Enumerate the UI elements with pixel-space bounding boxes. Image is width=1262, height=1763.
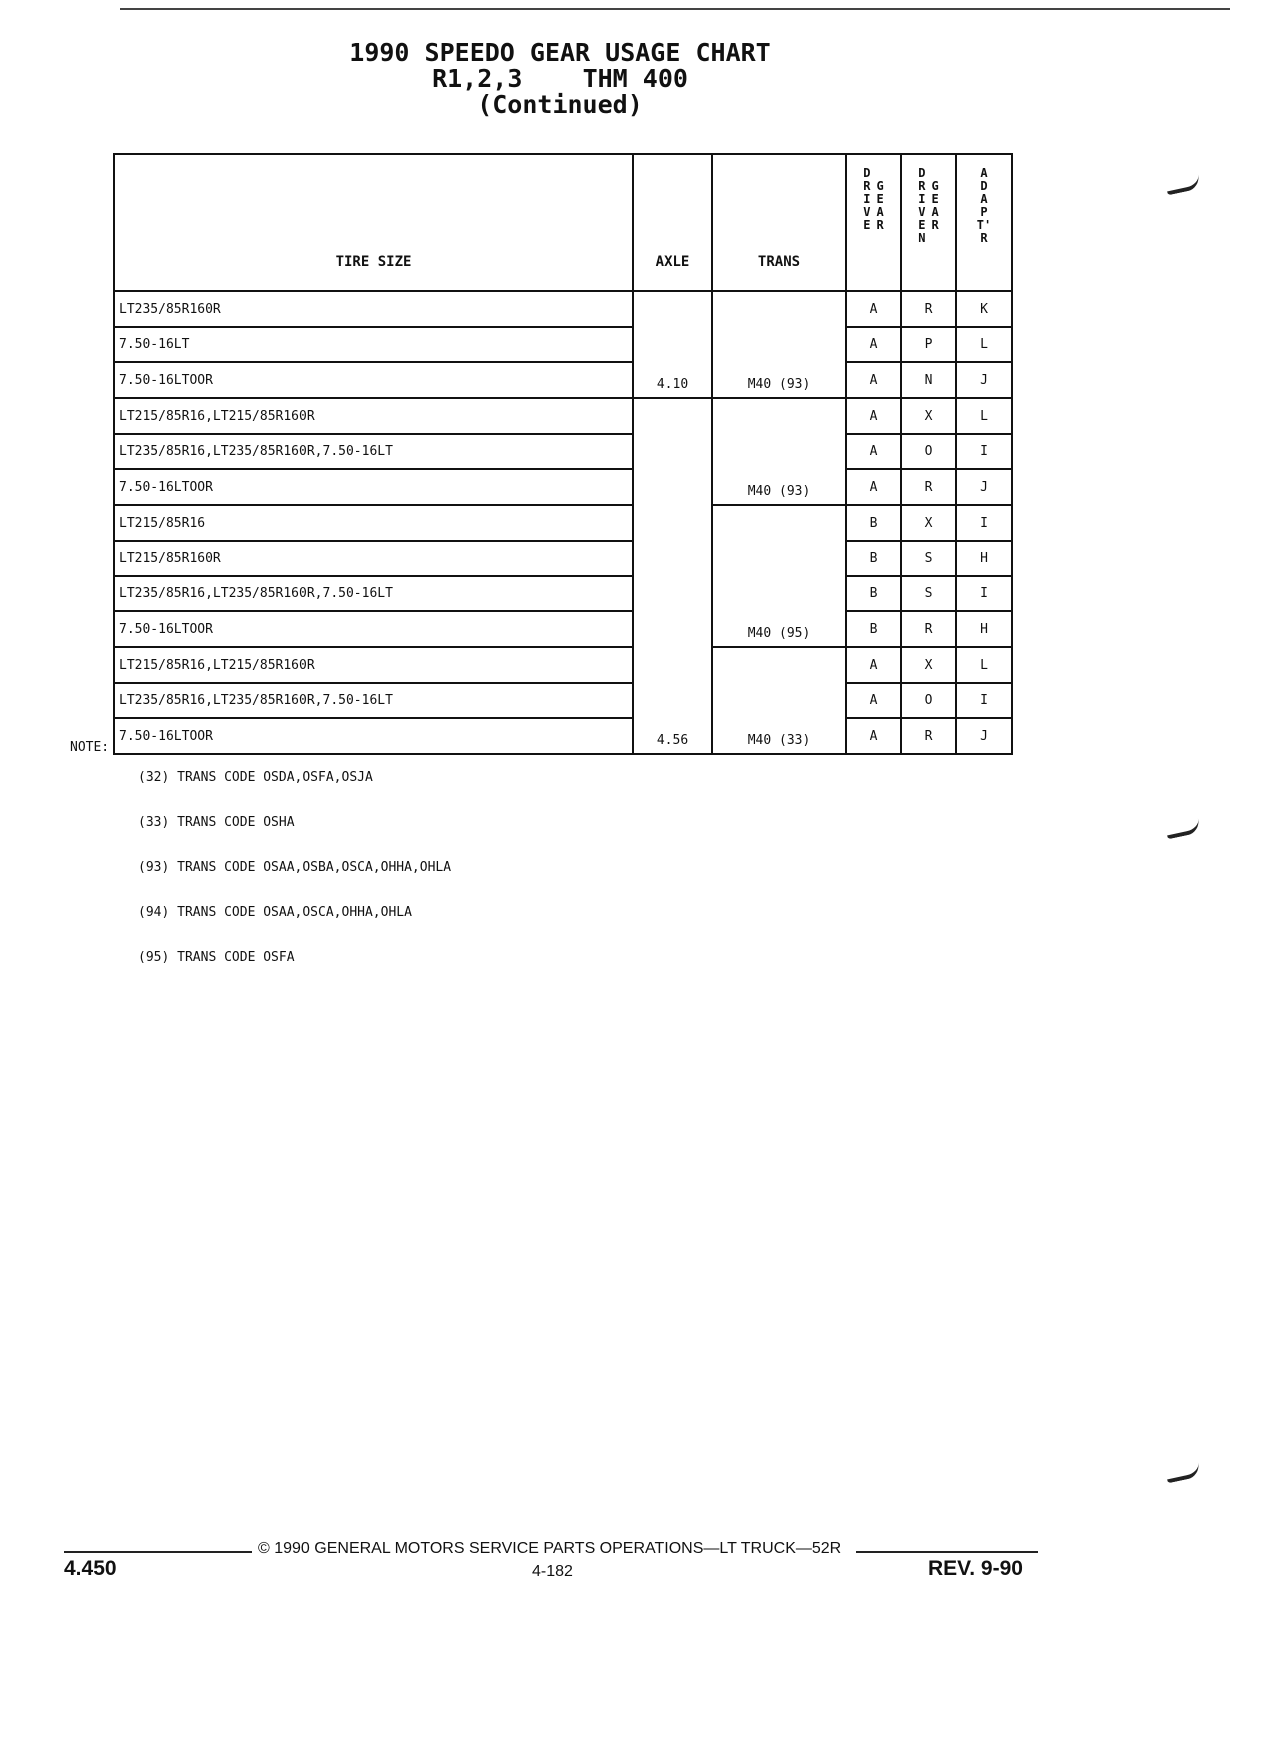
title-line-3: (Continued) bbox=[477, 90, 643, 119]
header-letter: E bbox=[931, 192, 939, 206]
cell-tire-size: LT235/85R16,LT235/85R160R,7.50-16LT bbox=[114, 576, 633, 611]
cell-driven-gear: S bbox=[901, 541, 956, 576]
cell-axle bbox=[633, 469, 712, 505]
header-letter: I bbox=[918, 192, 926, 206]
cell-drive-gear: B bbox=[846, 541, 901, 576]
cell-tire-size: LT215/85R16,LT215/85R160R bbox=[114, 398, 633, 434]
table-row bbox=[114, 469, 1012, 505]
cell-axle bbox=[633, 398, 712, 434]
cell-axle bbox=[633, 683, 712, 718]
header-letter: E bbox=[863, 218, 871, 232]
header-drive-gear bbox=[846, 154, 901, 291]
cell-adapter: I bbox=[956, 576, 1012, 611]
cell-adapter: H bbox=[956, 541, 1012, 576]
binder-hole-mark bbox=[1165, 819, 1201, 840]
table-row bbox=[114, 291, 1012, 327]
cell-adapter: J bbox=[956, 718, 1012, 754]
notes-section bbox=[70, 740, 452, 965]
header-letter: V bbox=[863, 205, 871, 219]
table-row bbox=[114, 434, 1012, 469]
cell-driven-gear: O bbox=[901, 434, 956, 469]
header-adapter-col bbox=[977, 167, 991, 245]
header-driven-gear-col1 bbox=[918, 167, 925, 245]
table-row bbox=[114, 611, 1012, 647]
cell-trans bbox=[712, 505, 846, 541]
cell-adapter: J bbox=[956, 469, 1012, 505]
table-row bbox=[114, 327, 1012, 362]
cell-driven-gear: R bbox=[901, 469, 956, 505]
header-letter: T' bbox=[976, 218, 992, 232]
cell-tire-size: LT235/85R160R bbox=[114, 291, 633, 327]
header-letter: R bbox=[980, 231, 988, 245]
header-letter: I bbox=[863, 192, 871, 206]
header-driven-gear-col2 bbox=[932, 167, 939, 245]
binder-hole-mark bbox=[1165, 175, 1201, 196]
cell-drive-gear: A bbox=[846, 469, 901, 505]
header-letter: V bbox=[918, 205, 926, 219]
cell-drive-gear: B bbox=[846, 611, 901, 647]
cell-drive-gear: A bbox=[846, 683, 901, 718]
cell-driven-gear: N bbox=[901, 362, 956, 398]
header-letter: G bbox=[876, 179, 884, 193]
header-letter: A bbox=[931, 205, 939, 219]
cell-tire-size: LT215/85R16 bbox=[114, 505, 633, 541]
cell-tire-size: 7.50-16LTOOR bbox=[114, 718, 633, 754]
cell-trans bbox=[712, 398, 846, 434]
cell-drive-gear: A bbox=[846, 327, 901, 362]
header-letter: A bbox=[876, 205, 884, 219]
header-tire-size: TIRE SIZE bbox=[114, 154, 633, 291]
cell-adapter: L bbox=[956, 327, 1012, 362]
cell-trans bbox=[712, 434, 846, 469]
cell-tire-size: LT215/85R160R bbox=[114, 541, 633, 576]
footer-copyright: © 1990 GENERAL MOTORS SERVICE PARTS OPERATIONS—LT TRUCK—52R bbox=[258, 1540, 842, 1557]
header-letter: D bbox=[980, 179, 988, 193]
header-letter: E bbox=[876, 192, 884, 206]
cell-drive-gear: A bbox=[846, 647, 901, 683]
cell-tire-size: LT235/85R16,LT235/85R160R,7.50-16LT bbox=[114, 434, 633, 469]
binder-hole-mark bbox=[1165, 1463, 1201, 1484]
note-item: (33) TRANS CODE OSHA bbox=[138, 815, 295, 830]
cell-trans: M40 (93) bbox=[712, 469, 846, 505]
cell-driven-gear: P bbox=[901, 327, 956, 362]
cell-drive-gear: A bbox=[846, 291, 901, 327]
cell-driven-gear: X bbox=[901, 647, 956, 683]
cell-driven-gear: R bbox=[901, 718, 956, 754]
cell-axle bbox=[633, 327, 712, 362]
cell-driven-gear: X bbox=[901, 505, 956, 541]
table-row bbox=[114, 398, 1012, 434]
header-letter: R bbox=[863, 179, 871, 193]
notes-list bbox=[138, 740, 451, 995]
cell-trans: M40 (95) bbox=[712, 611, 846, 647]
cell-adapter: I bbox=[956, 683, 1012, 718]
header-letter: A bbox=[980, 166, 988, 180]
cell-drive-gear: A bbox=[846, 718, 901, 754]
cell-tire-size: 7.50-16LT bbox=[114, 327, 633, 362]
footer-section-number: 4.450 bbox=[64, 1557, 117, 1580]
title-line-1: 1990 SPEEDO GEAR USAGE CHART bbox=[349, 38, 771, 67]
cell-tire-size: 7.50-16LTOOR bbox=[114, 469, 633, 505]
header-letter: R bbox=[918, 179, 926, 193]
cell-adapter: K bbox=[956, 291, 1012, 327]
cell-drive-gear: A bbox=[846, 434, 901, 469]
cell-trans bbox=[712, 291, 846, 327]
cell-trans: M40 (93) bbox=[712, 362, 846, 398]
cell-adapter: I bbox=[956, 505, 1012, 541]
cell-trans: M40 (33) bbox=[712, 718, 846, 754]
speedo-gear-table bbox=[113, 153, 1013, 755]
table-row bbox=[114, 541, 1012, 576]
header-drive-gear-col2 bbox=[877, 167, 884, 232]
cell-trans bbox=[712, 647, 846, 683]
cell-adapter: I bbox=[956, 434, 1012, 469]
header-drive-gear-col1 bbox=[863, 167, 870, 232]
note-item: (95) TRANS CODE OSFA bbox=[138, 950, 295, 965]
cell-driven-gear: S bbox=[901, 576, 956, 611]
table-row bbox=[114, 683, 1012, 718]
cell-trans bbox=[712, 683, 846, 718]
cell-axle: 4.56 bbox=[633, 718, 712, 754]
title-line-2: R1,2,3 THM 400 bbox=[432, 64, 688, 93]
cell-drive-gear: B bbox=[846, 505, 901, 541]
top-rule bbox=[120, 8, 1230, 10]
table-header-row bbox=[114, 154, 1012, 291]
cell-driven-gear: R bbox=[901, 291, 956, 327]
cell-tire-size: 7.50-16LTOOR bbox=[114, 362, 633, 398]
header-letter: D bbox=[863, 166, 871, 180]
cell-drive-gear: A bbox=[846, 398, 901, 434]
header-letter: R bbox=[931, 218, 939, 232]
header-axle: AXLE bbox=[633, 154, 712, 291]
cell-trans bbox=[712, 576, 846, 611]
table-row bbox=[114, 505, 1012, 541]
cell-driven-gear: R bbox=[901, 611, 956, 647]
cell-axle bbox=[633, 505, 712, 541]
note-item: (32) TRANS CODE OSDA,OSFA,OSJA bbox=[138, 770, 373, 785]
cell-adapter: H bbox=[956, 611, 1012, 647]
table-row bbox=[114, 362, 1012, 398]
cell-axle bbox=[633, 576, 712, 611]
footer-page-number: 4-182 bbox=[532, 1563, 573, 1580]
cell-adapter: L bbox=[956, 398, 1012, 434]
cell-axle bbox=[633, 647, 712, 683]
table-row bbox=[114, 647, 1012, 683]
header-letter: A bbox=[980, 192, 988, 206]
header-adapter bbox=[956, 154, 1012, 291]
footer-revision: REV. 9-90 bbox=[928, 1557, 1023, 1580]
header-letter: D bbox=[918, 166, 926, 180]
footer-rule-left bbox=[64, 1551, 252, 1553]
cell-drive-gear: A bbox=[846, 362, 901, 398]
table-row bbox=[114, 576, 1012, 611]
cell-axle bbox=[633, 434, 712, 469]
cell-axle bbox=[633, 611, 712, 647]
cell-tire-size: LT215/85R16,LT215/85R160R bbox=[114, 647, 633, 683]
note-item: (93) TRANS CODE OSAA,OSBA,OSCA,OHHA,OHLA bbox=[138, 860, 452, 875]
header-letter: P bbox=[980, 205, 988, 219]
cell-drive-gear: B bbox=[846, 576, 901, 611]
header-letter: N bbox=[918, 231, 926, 245]
cell-axle bbox=[633, 541, 712, 576]
cell-adapter: L bbox=[956, 647, 1012, 683]
header-driven-gear bbox=[901, 154, 956, 291]
cell-axle: 4.10 bbox=[633, 362, 712, 398]
header-letter: E bbox=[918, 218, 926, 232]
cell-trans bbox=[712, 327, 846, 362]
header-letter: G bbox=[931, 179, 939, 193]
cell-adapter: J bbox=[956, 362, 1012, 398]
cell-axle bbox=[633, 291, 712, 327]
notes-label: NOTE: bbox=[70, 740, 110, 755]
header-trans: TRANS bbox=[712, 154, 846, 291]
page-title bbox=[300, 40, 820, 118]
footer-rule-right bbox=[856, 1551, 1038, 1553]
cell-trans bbox=[712, 541, 846, 576]
cell-driven-gear: O bbox=[901, 683, 956, 718]
cell-tire-size: LT235/85R16,LT235/85R160R,7.50-16LT bbox=[114, 683, 633, 718]
cell-tire-size: 7.50-16LTOOR bbox=[114, 611, 633, 647]
header-letter: R bbox=[876, 218, 884, 232]
cell-driven-gear: X bbox=[901, 398, 956, 434]
note-item: (94) TRANS CODE OSAA,OSCA,OHHA,OHLA bbox=[138, 905, 412, 920]
